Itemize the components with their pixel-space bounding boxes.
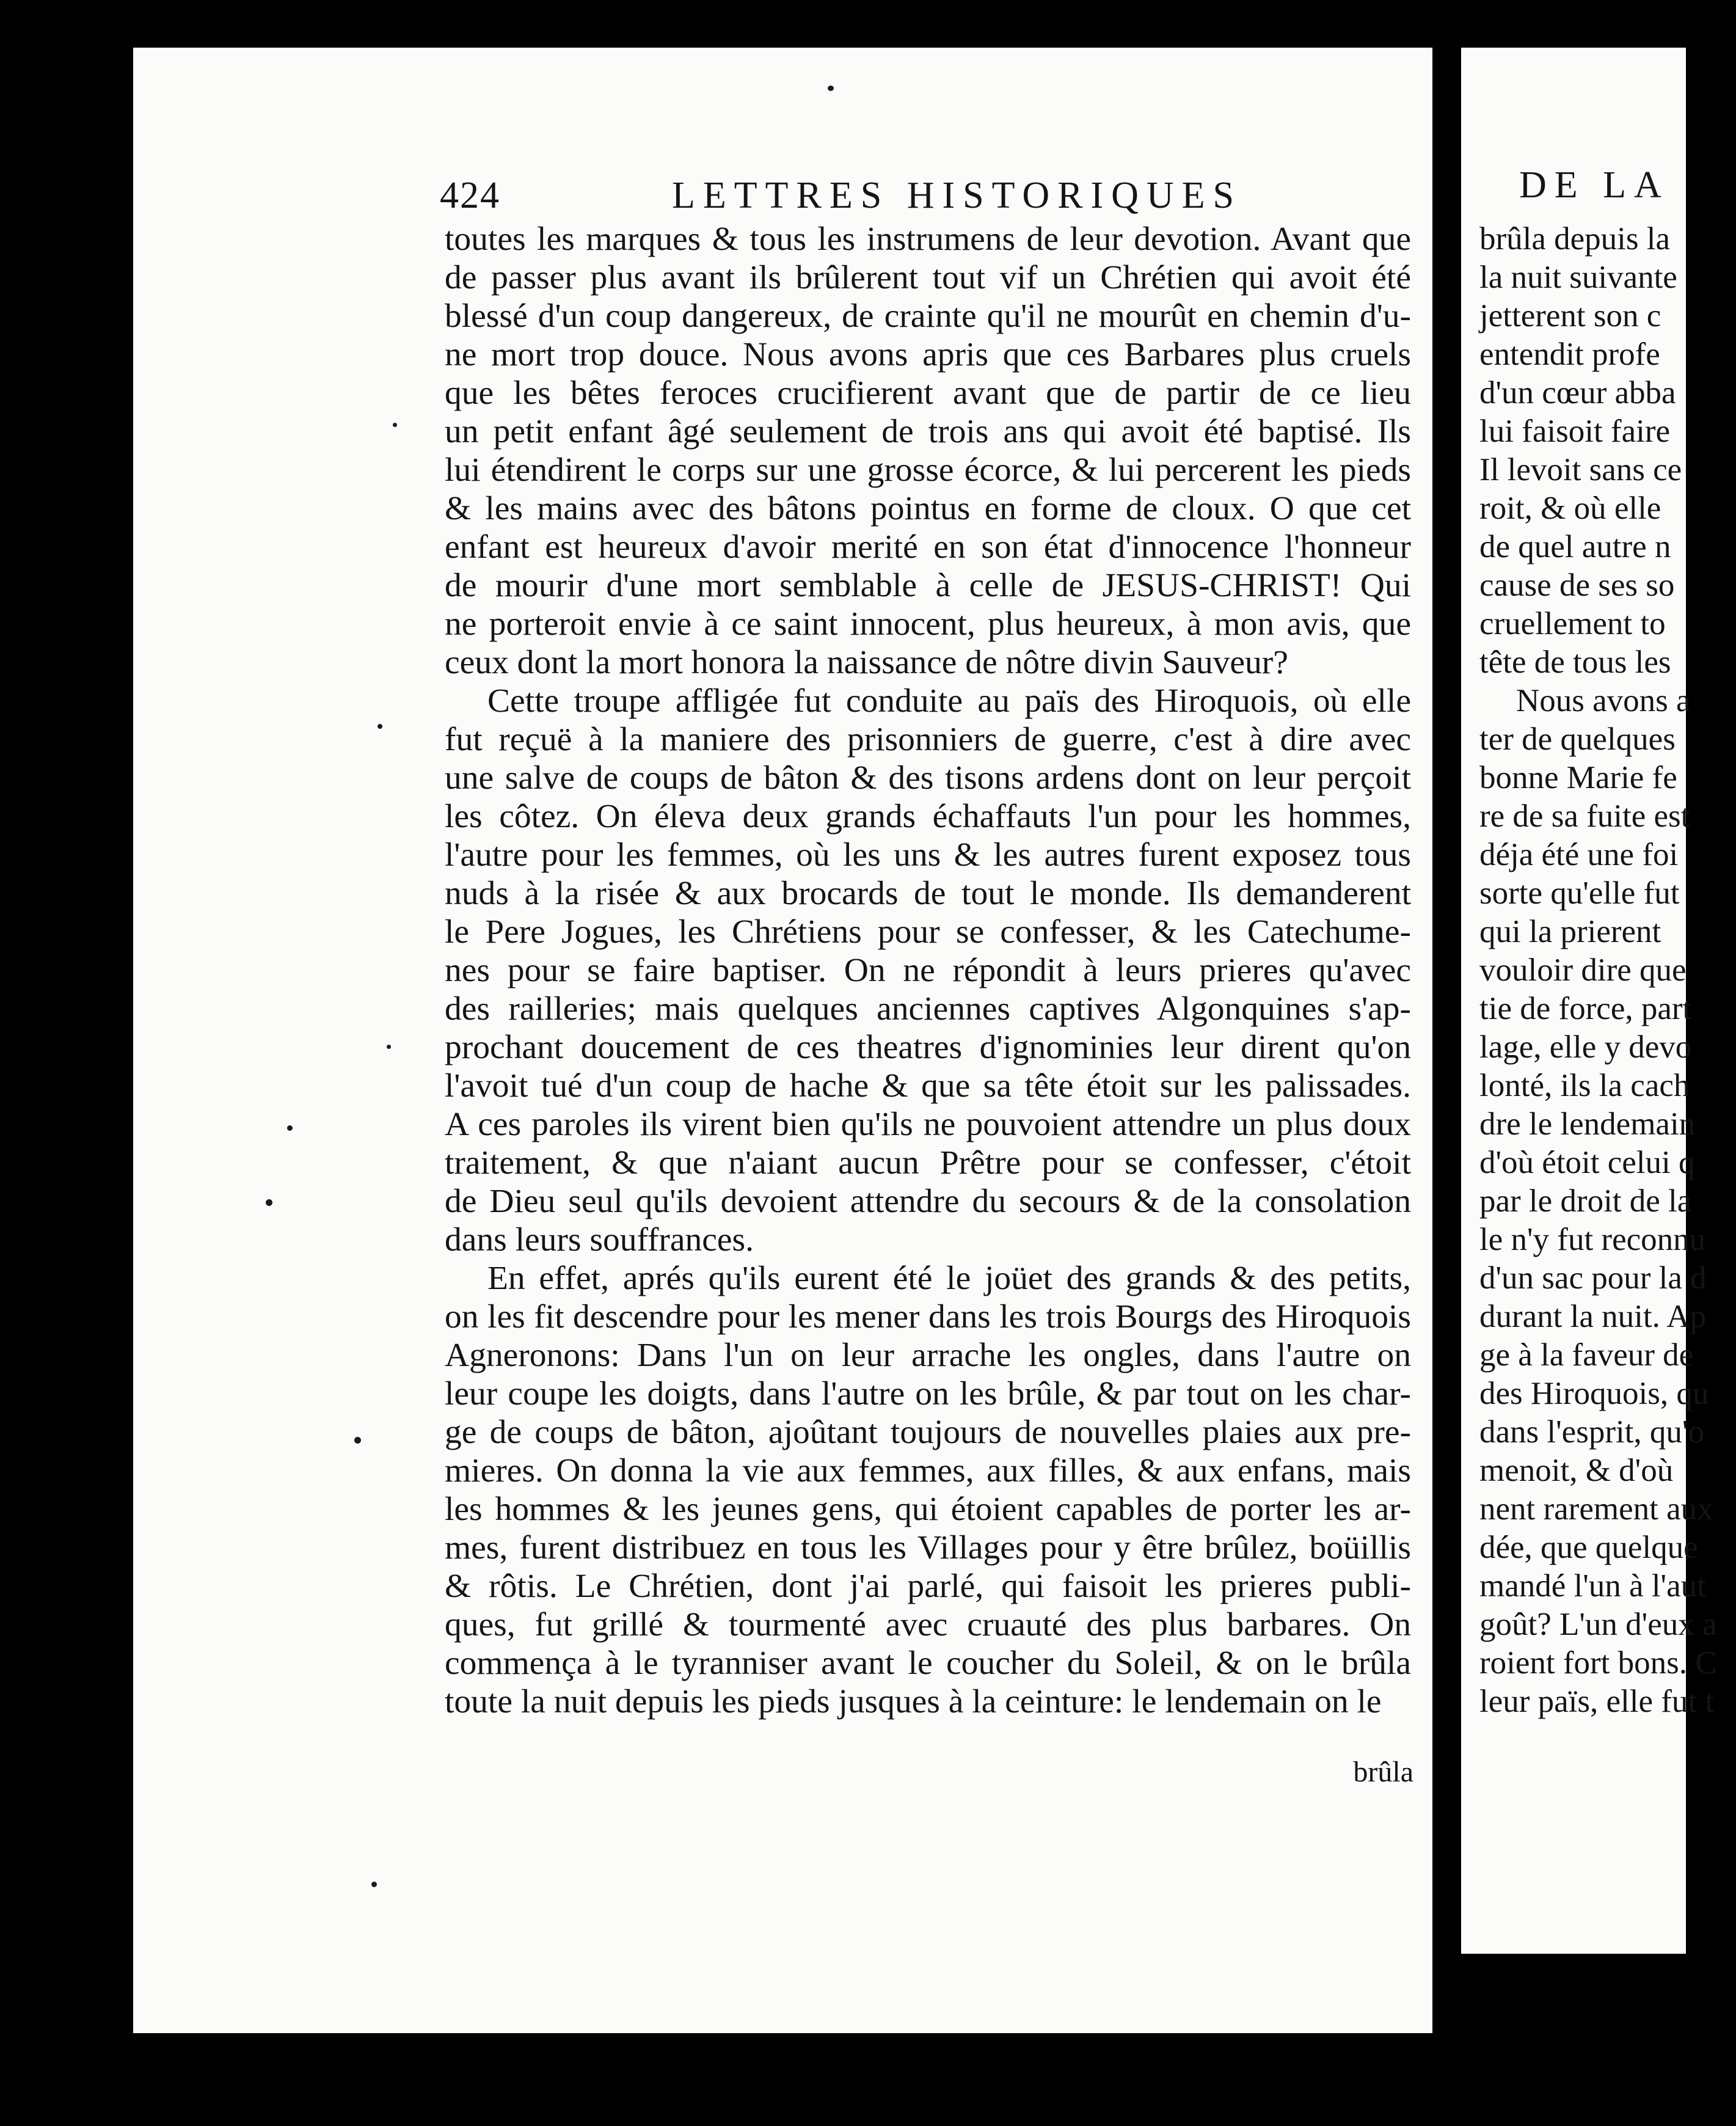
text-line: d'où étoit celui q (1479, 1145, 1695, 1180)
text-line: nent rarement aux (1479, 1491, 1713, 1527)
text-line: ne mort trop douce. Nous avons apris que ces Barbares plus cruels (445, 336, 1411, 373)
text-line: dée, que quelque (1479, 1530, 1698, 1565)
text-line: sorte qu'elle fut (1479, 875, 1680, 911)
right-page (1461, 48, 1717, 1954)
text-line: commença à le tyranniser avant le coucher du Soleil, & on le brûla (445, 1645, 1411, 1682)
text-line: ge de coups de bâton, ajoûtant toujours de nouvelles plaies aux pre- (445, 1414, 1411, 1451)
text-line: dans l'esprit, qu'o (1479, 1414, 1704, 1450)
text-line: tie de force, part (1479, 991, 1692, 1026)
text-line: par le droit de la (1479, 1183, 1692, 1219)
text-line: que les bêtes feroces crucifierent avant que de partir de ce lieu (445, 374, 1411, 412)
text-line: & rôtis. Le Chrétien, dont j'ai parlé, qui faisoit les prieres publi- (445, 1568, 1411, 1605)
text-line: fut reçuë à la maniere des prisonniers de guerre, c'est à dire avec (445, 721, 1411, 758)
text-line: Agneronons: Dans l'un on leur arrache les ongles, dans l'autre on (445, 1337, 1411, 1374)
text-line: d'un cœur abba (1479, 375, 1676, 411)
scan-speck (266, 1199, 272, 1206)
text-line: prochant doucement de ces theatres d'ignominies leur dirent qu'on (445, 1029, 1411, 1066)
text-line: traitement, & que n'aiant aucun Prêtre pour se confesser, c'étoit (445, 1144, 1411, 1182)
text-line: bonne Marie fe (1479, 760, 1677, 795)
scan-speck (387, 1045, 391, 1049)
text-line: la nuit suivante (1479, 260, 1677, 295)
text-line: Il levoit sans ce (1479, 452, 1682, 488)
text-line: de mourir d'une mort semblable à celle de JESUS-CHRIST! Qui (445, 567, 1411, 604)
text-line: mieres. On donna la vie aux femmes, aux filles, & aux enfans, mais (445, 1452, 1411, 1489)
scan-speck (377, 724, 382, 729)
text-line: & les mains avec des bâtons pointus en forme de cloux. O que cet (445, 490, 1411, 527)
text-line: le Pere Jogues, les Chrétiens pour se confesser, & les Catechume- (445, 913, 1411, 951)
text-line: roient fort bons. C (1479, 1645, 1717, 1681)
text-line: cruellement to (1479, 606, 1666, 641)
text-line: brûla depuis la (1479, 221, 1671, 257)
text-line: enfant est heureux d'avoir merité en son état d'innocence l'honneur (445, 528, 1411, 566)
text-line: vouloir dire que (1479, 952, 1687, 988)
text-line: toutes les marques & tous les instrumens de leur devotion. Avant que (445, 221, 1411, 258)
text-line: une salve de coups de bâton & des tisons ardens dont on leur perçoit (445, 759, 1411, 797)
text-line: Nous avons a (1516, 683, 1691, 718)
text-line: durant la nuit. Ap (1479, 1299, 1706, 1334)
text-line: En effet, aprés qu'ils eurent été le joüet des grands & des petits, (487, 1260, 1411, 1297)
text-line: un petit enfant âgé seulement de trois ans qui avoit été baptisé. Ils (445, 413, 1411, 450)
text-line: le n'y fut reconnu (1479, 1222, 1706, 1257)
scan-speck (828, 86, 834, 91)
right-text-block (1479, 220, 1736, 1721)
running-title: LETTRES HISTORIQUES (672, 175, 1242, 216)
text-line: re de sa fuite est (1479, 798, 1690, 834)
page-number: 424 (440, 175, 500, 216)
text-line: entendit profe (1479, 337, 1660, 372)
catchword: brûla (1353, 1756, 1413, 1788)
text-line: des Hiroquois, qu (1479, 1376, 1709, 1411)
left-text-block (445, 220, 1411, 1721)
text-line: on les fit descendre pour les mener dans les trois Bourgs des Hiroquois (445, 1298, 1411, 1335)
text-line: les côtez. On éleva deux grands échaffauts l'un pour les hommes, (445, 798, 1411, 835)
text-line: de quel autre n (1479, 529, 1671, 564)
text-line: jetterent son c (1479, 298, 1661, 334)
text-line: l'avoit tué d'un coup de hache & que sa tête étoit sur les palissades. (445, 1067, 1411, 1105)
text-line: goût? L'un d'eux a (1479, 1607, 1717, 1642)
text-line: roit, & où elle (1479, 491, 1661, 526)
text-line: nes pour se faire baptiser. On ne répondit à leurs prieres qu'avec (445, 952, 1411, 989)
text-line: lui faisoit faire (1479, 414, 1670, 449)
text-line: lage, elle y devo (1479, 1029, 1692, 1065)
scan-speck (287, 1125, 293, 1131)
text-line: toute la nuit depuis les pieds jusques à la ceinture: le lendemain on le (445, 1683, 1382, 1720)
text-line: de passer plus avant ils brûlerent tout vif un Chrétien qui avoit été (445, 259, 1411, 296)
text-line: A ces paroles ils virent bien qu'ils ne pouvoient attendre un plus doux (445, 1106, 1411, 1143)
text-line: menoit, & d'où (1479, 1453, 1674, 1488)
right-running-title: DE LA (1519, 164, 1669, 206)
text-line: ne porteroit envie à ce saint innocent, plus heureux, à mon avis, que (445, 605, 1411, 643)
text-line: dans leurs souffrances. (445, 1221, 754, 1258)
text-line: tête de tous les (1479, 645, 1671, 680)
text-line: lui étendirent le corps sur une grosse écorce, & lui percerent les pieds (445, 451, 1411, 489)
text-line: ques, fut grillé & tourmenté avec cruauté des plus barbares. On (445, 1606, 1411, 1643)
text-line: nuds à la risée & aux brocards de tout le monde. Ils demanderent (445, 875, 1411, 912)
text-line: mandé l'un à l'aut (1479, 1568, 1706, 1604)
page-gutter (1432, 37, 1458, 2053)
text-line: les hommes & les jeunes gens, qui étoient capables de porter les ar- (445, 1491, 1411, 1528)
text-line: des railleries; mais quelques anciennes captives Algonquines s'ap- (445, 990, 1411, 1028)
text-line: d'un sac pour la d (1479, 1260, 1707, 1296)
text-line: déja été une foi (1479, 837, 1679, 872)
text-line: lonté, ils la cach (1479, 1068, 1690, 1103)
text-line: leur coupe les doigts, dans l'autre on les brûle, & par tout on les char- (445, 1375, 1411, 1412)
text-line: l'autre pour les femmes, où les uns & les autres furent exposez tous (445, 836, 1411, 874)
text-line: qui la prierent (1479, 914, 1661, 949)
text-line: ter de quelques (1479, 721, 1676, 757)
scan-speck (371, 1882, 377, 1887)
text-line: leur païs, elle fut t (1479, 1684, 1715, 1719)
text-line: ceux dont la mort honora la naissance de nôtre divin Sauveur? (445, 644, 1288, 681)
text-line: cause de ses so (1479, 568, 1675, 603)
scan-speck (354, 1437, 361, 1444)
text-line: de Dieu seul qu'ils devoient attendre du secours & de la consolation (445, 1183, 1411, 1220)
text-line: ge à la faveur de (1479, 1337, 1694, 1373)
scan-speck (393, 423, 397, 427)
text-line: mes, furent distribuez en tous les Villages pour y être brûlez, boüillis (445, 1529, 1411, 1566)
text-line: Cette troupe affligée fut conduite au païs des Hiroquois, où elle (487, 682, 1411, 720)
text-line: dre le lendemain (1479, 1106, 1696, 1142)
text-line: blessé d'un coup dangereux, de crainte qu'il ne mourût en chemin d'u- (445, 298, 1411, 335)
